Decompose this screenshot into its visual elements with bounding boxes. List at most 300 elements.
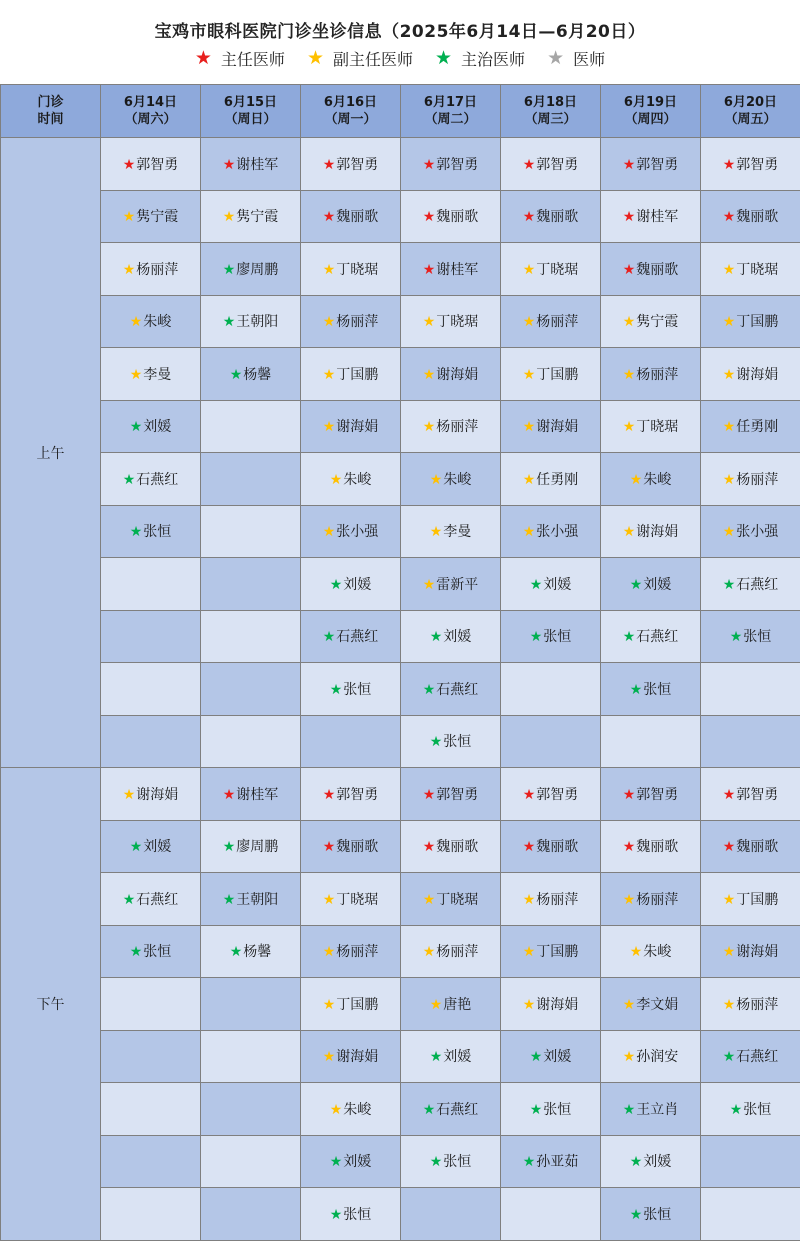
star-yellow-icon: ★ (123, 262, 136, 278)
doctor-name: 任勇刚 (736, 419, 778, 435)
star-yellow-icon: ★ (523, 892, 536, 908)
doctor-cell (701, 925, 800, 978)
star-green-icon: ★ (330, 1207, 343, 1223)
doctor-cell (501, 348, 601, 401)
doctor-name: 石燕红 (436, 682, 478, 698)
doctor-name: 魏丽歌 (436, 839, 478, 855)
star-green-icon: ★ (630, 1154, 643, 1170)
doctor-cell (201, 663, 301, 716)
doctor-cell (101, 925, 201, 978)
doctor-cell (401, 400, 501, 453)
day-weekday: （周日） (201, 111, 300, 128)
star-green-icon: ★ (323, 629, 336, 645)
star-yellow-icon: ★ (130, 367, 143, 383)
doctor-cell (401, 925, 501, 978)
star-yellow-icon: ★ (130, 314, 143, 330)
doctor-cell (701, 400, 800, 453)
doctor-name: 王朝阳 (236, 892, 278, 908)
star-yellow-icon: ★ (323, 892, 336, 908)
star-yellow-icon: ★ (430, 524, 443, 540)
doctor-name: 张恒 (343, 682, 371, 698)
star-yellow-icon: ★ (323, 997, 336, 1013)
doctor-cell (601, 1188, 701, 1241)
doctor-cell (501, 1030, 601, 1083)
star-green-icon: ★ (730, 629, 743, 645)
star-red-icon: ★ (723, 839, 736, 855)
star-yellow-icon: ★ (323, 367, 336, 383)
doctor-cell (101, 348, 201, 401)
doctor-name: 张恒 (743, 1102, 771, 1118)
doctor-cell (301, 348, 401, 401)
legend-item-chief (195, 47, 285, 70)
schedule-row (1, 505, 800, 558)
doctor-name: 石燕红 (736, 577, 778, 593)
doctor-name: 隽宁霞 (136, 209, 178, 225)
star-red-icon: ★ (423, 157, 436, 173)
doctor-cell (101, 138, 201, 191)
doctor-name: 谢海娟 (536, 997, 578, 1013)
legend-item-associate-chief (307, 47, 413, 70)
doctor-cell (101, 1083, 201, 1136)
star-yellow-icon: ★ (523, 262, 536, 278)
star-yellow-icon: ★ (723, 262, 736, 278)
doctor-name: 丁国鹏 (536, 944, 578, 960)
schedule-table (0, 84, 800, 1241)
day-header (601, 85, 701, 138)
doctor-name: 朱峻 (443, 472, 471, 488)
doctor-cell (101, 715, 201, 768)
doctor-cell (401, 1135, 501, 1188)
doctor-name: 朱峻 (143, 314, 171, 330)
doctor-cell (301, 873, 401, 926)
doctor-name: 杨丽萍 (736, 472, 778, 488)
doctor-cell (101, 1135, 201, 1188)
star-green-icon: ★ (223, 314, 236, 330)
doctor-cell (201, 138, 301, 191)
doctor-cell (701, 978, 800, 1031)
schedule-row (1, 715, 800, 768)
session-label: 上午 (1, 138, 101, 768)
day-date: 6月14日 (101, 94, 200, 111)
star-yellow-icon: ★ (423, 892, 436, 908)
doctor-cell (101, 400, 201, 453)
star-green-icon: ★ (123, 892, 136, 908)
doctor-cell (501, 873, 601, 926)
doctor-cell (201, 505, 301, 558)
star-green-icon: ★ (623, 629, 636, 645)
doctor-name: 刘媛 (543, 1049, 571, 1065)
doctor-cell (401, 558, 501, 611)
day-weekday: （周三） (501, 111, 600, 128)
doctor-name: 李曼 (143, 367, 171, 383)
star-yellow-icon: ★ (330, 1102, 343, 1118)
doctor-cell (601, 715, 701, 768)
schedule-row (1, 978, 800, 1031)
session-label: 下午 (1, 768, 101, 1241)
doctor-cell (101, 610, 201, 663)
doctor-cell (601, 348, 701, 401)
doctor-cell (301, 400, 401, 453)
doctor-name: 张恒 (643, 682, 671, 698)
doctor-cell (101, 558, 201, 611)
doctor-name: 孙润安 (636, 1049, 678, 1065)
doctor-name: 谢桂军 (636, 209, 678, 225)
doctor-name: 丁国鹏 (336, 997, 378, 1013)
doctor-cell (601, 243, 701, 296)
doctor-cell (501, 558, 601, 611)
doctor-name: 魏丽歌 (536, 839, 578, 855)
schedule-row (1, 610, 800, 663)
star-red-icon: ★ (623, 262, 636, 278)
doctor-name: 张恒 (643, 1207, 671, 1223)
star-yellow-icon: ★ (523, 419, 536, 435)
day-header (301, 85, 401, 138)
star-green-icon: ★ (330, 682, 343, 698)
doctor-name: 杨丽萍 (136, 262, 178, 278)
schedule-row (1, 1188, 800, 1241)
star-green-icon: ★ (630, 577, 643, 593)
doctor-cell (201, 295, 301, 348)
doctor-cell (401, 768, 501, 821)
doctor-name: 杨丽萍 (636, 892, 678, 908)
doctor-name: 丁国鹏 (536, 367, 578, 383)
doctor-name: 王立肖 (636, 1102, 678, 1118)
doctor-cell (201, 558, 301, 611)
doctor-cell (701, 453, 800, 506)
doctor-cell (701, 190, 800, 243)
star-green-icon: ★ (330, 577, 343, 593)
doctor-cell (401, 663, 501, 716)
doctor-name: 谢桂军 (236, 157, 278, 173)
doctor-name: 张恒 (743, 629, 771, 645)
day-header (101, 85, 201, 138)
star-green-icon: ★ (223, 262, 236, 278)
doctor-name: 张恒 (443, 734, 471, 750)
doctor-name: 隽宁霞 (236, 209, 278, 225)
doctor-name: 魏丽歌 (336, 209, 378, 225)
doctor-cell (701, 138, 800, 191)
doctor-name: 张恒 (143, 524, 171, 540)
doctor-name: 郭智勇 (436, 787, 478, 803)
doctor-cell (601, 505, 701, 558)
doctor-cell (201, 190, 301, 243)
doctor-name: 郭智勇 (636, 787, 678, 803)
doctor-name: 谢海娟 (336, 1049, 378, 1065)
header-line: 时间 (1, 111, 100, 128)
day-date: 6月17日 (401, 94, 500, 111)
doctor-name: 魏丽歌 (736, 839, 778, 855)
star-green-icon: ★ (223, 892, 236, 908)
doctor-cell (501, 925, 601, 978)
doctor-cell (701, 820, 800, 873)
doctor-name: 谢海娟 (136, 787, 178, 803)
star-green-icon: ★ (430, 629, 443, 645)
star-green-icon: ★ (630, 1207, 643, 1223)
page-title: 宝鸡市眼科医院门诊坐诊信息（2025年6月14日—6月20日） (0, 17, 800, 42)
schedule-row (1, 1135, 800, 1188)
star-green-icon: ★ (123, 472, 136, 488)
doctor-cell (601, 400, 701, 453)
doctor-cell (601, 138, 701, 191)
doctor-name: 丁国鹏 (336, 367, 378, 383)
doctor-name: 杨馨 (243, 367, 271, 383)
star-yellow-icon: ★ (323, 262, 336, 278)
star-yellow-icon: ★ (623, 524, 636, 540)
doctor-cell (301, 768, 401, 821)
schedule-row (1, 558, 800, 611)
doctor-name: 王朝阳 (236, 314, 278, 330)
star-yellow-icon: ★ (423, 577, 436, 593)
star-yellow-icon: ★ (723, 314, 736, 330)
doctor-name: 杨丽萍 (336, 944, 378, 960)
doctor-name: 刘媛 (143, 419, 171, 435)
star-yellow-icon: ★ (523, 367, 536, 383)
doctor-name: 谢海娟 (336, 419, 378, 435)
doctor-cell (701, 295, 800, 348)
doctor-cell (501, 978, 601, 1031)
star-green-icon: ★ (430, 1049, 443, 1065)
doctor-name: 朱峻 (343, 1102, 371, 1118)
doctor-cell (401, 1188, 501, 1241)
doctor-cell (701, 610, 800, 663)
doctor-cell (601, 453, 701, 506)
doctor-name: 杨丽萍 (736, 997, 778, 1013)
star-yellow-icon: ★ (723, 419, 736, 435)
star-green-icon: ★ (530, 577, 543, 593)
star-yellow-icon: ★ (330, 472, 343, 488)
doctor-name: 隽宁霞 (636, 314, 678, 330)
doctor-name: 朱峻 (343, 472, 371, 488)
doctor-cell (301, 505, 401, 558)
star-yellow-icon: ★ (723, 892, 736, 908)
doctor-name: 任勇刚 (536, 472, 578, 488)
doctor-name: 张恒 (543, 1102, 571, 1118)
star-yellow-icon: ★ (323, 524, 336, 540)
star-green-icon: ★ (730, 1102, 743, 1118)
star-red-icon: ★ (523, 839, 536, 855)
star-red-icon: ★ (223, 787, 236, 803)
star-red-icon: ★ (423, 787, 436, 803)
doctor-cell (301, 453, 401, 506)
legend-item-physician (547, 47, 605, 70)
star-green-icon: ★ (430, 1154, 443, 1170)
doctor-cell (601, 610, 701, 663)
star-green-icon: ★ (130, 524, 143, 540)
star-yellow-icon: ★ (723, 997, 736, 1013)
schedule-row (1, 453, 800, 506)
doctor-cell (101, 1030, 201, 1083)
doctor-name: 杨丽萍 (536, 314, 578, 330)
doctor-name: 唐艳 (443, 997, 471, 1013)
doctor-cell (101, 873, 201, 926)
doctor-cell (401, 1030, 501, 1083)
schedule-row (1, 348, 800, 401)
star-yellow-icon: ★ (423, 419, 436, 435)
doctor-name: 丁晓琚 (636, 419, 678, 435)
doctor-cell (701, 663, 800, 716)
doctor-cell (301, 610, 401, 663)
header-line: 门诊 (1, 94, 100, 111)
star-red-icon: ★ (423, 209, 436, 225)
doctor-name: 张小强 (736, 524, 778, 540)
doctor-name: 谢海娟 (636, 524, 678, 540)
legend-label: 主任医师 (221, 47, 285, 70)
star-yellow-icon: ★ (523, 997, 536, 1013)
schedule-row (1, 768, 800, 821)
star-red-icon: ★ (323, 157, 336, 173)
doctor-cell (501, 190, 601, 243)
page-header (0, 0, 800, 84)
doctor-cell (301, 1083, 401, 1136)
star-green-icon: ★ (723, 577, 736, 593)
doctor-cell (101, 1188, 201, 1241)
doctor-cell (501, 243, 601, 296)
doctor-cell (701, 1135, 800, 1188)
star-yellow-icon: ★ (623, 1049, 636, 1065)
schedule-row (1, 295, 800, 348)
day-header (201, 85, 301, 138)
doctor-cell (201, 1030, 301, 1083)
day-weekday: （周四） (601, 111, 700, 128)
doctor-name: 魏丽歌 (636, 262, 678, 278)
day-date: 6月19日 (601, 94, 700, 111)
doctor-name: 张恒 (543, 629, 571, 645)
star-red-icon: ★ (623, 787, 636, 803)
doctor-name: 雷新平 (436, 577, 478, 593)
star-red-icon: ★ (423, 839, 436, 855)
day-date: 6月18日 (501, 94, 600, 111)
star-yellow-icon: ★ (523, 524, 536, 540)
doctor-name: 刘媛 (643, 1154, 671, 1170)
doctor-cell (401, 295, 501, 348)
doctor-cell (301, 820, 401, 873)
doctor-name: 刘媛 (343, 577, 371, 593)
star-yellow-icon: ★ (623, 892, 636, 908)
doctor-cell (501, 400, 601, 453)
doctor-cell (101, 768, 201, 821)
doctor-name: 谢海娟 (736, 944, 778, 960)
doctor-name: 刘媛 (643, 577, 671, 593)
star-yellow-icon: ★ (523, 944, 536, 960)
doctor-cell (201, 820, 301, 873)
schedule-row (1, 873, 800, 926)
doctor-name: 刘媛 (443, 629, 471, 645)
doctor-name: 杨馨 (243, 944, 271, 960)
doctor-cell (201, 925, 301, 978)
doctor-name: 张小强 (536, 524, 578, 540)
star-green-icon: ★ (230, 944, 243, 960)
star-yellow-icon: ★ (630, 472, 643, 488)
doctor-cell (301, 1188, 401, 1241)
doctor-cell (601, 663, 701, 716)
doctor-cell (601, 1135, 701, 1188)
doctor-cell (201, 348, 301, 401)
doctor-name: 丁晓琚 (336, 262, 378, 278)
doctor-cell (501, 1135, 601, 1188)
doctor-cell (201, 243, 301, 296)
doctor-cell (301, 138, 401, 191)
star-yellow-icon: ★ (423, 314, 436, 330)
doctor-name: 郭智勇 (736, 157, 778, 173)
doctor-cell (601, 978, 701, 1031)
doctor-name: 谢海娟 (536, 419, 578, 435)
doctor-cell (301, 558, 401, 611)
doctor-name: 杨丽萍 (536, 892, 578, 908)
doctor-name: 丁国鹏 (736, 892, 778, 908)
doctor-name: 郭智勇 (136, 157, 178, 173)
doctor-cell (201, 978, 301, 1031)
doctor-name: 廖周鹏 (236, 839, 278, 855)
star-yellow-icon: ★ (223, 209, 236, 225)
doctor-cell (401, 243, 501, 296)
doctor-cell (201, 610, 301, 663)
star-green-icon: ★ (423, 1102, 436, 1118)
star-red-icon: ★ (123, 157, 136, 173)
doctor-cell (601, 1030, 701, 1083)
star-gray-icon: ★ (547, 49, 564, 68)
star-red-icon: ★ (323, 839, 336, 855)
star-yellow-icon: ★ (423, 367, 436, 383)
star-red-icon: ★ (523, 157, 536, 173)
doctor-cell (301, 663, 401, 716)
doctor-cell (701, 768, 800, 821)
star-green-icon: ★ (623, 1102, 636, 1118)
doctor-name: 石燕红 (336, 629, 378, 645)
doctor-cell (301, 1030, 401, 1083)
doctor-name: 谢桂军 (236, 787, 278, 803)
doctor-name: 谢海娟 (436, 367, 478, 383)
doctor-name: 石燕红 (736, 1049, 778, 1065)
star-red-icon: ★ (723, 787, 736, 803)
day-weekday: （周五） (701, 111, 800, 128)
star-yellow-icon: ★ (323, 944, 336, 960)
doctor-name: 谢海娟 (736, 367, 778, 383)
star-red-icon: ★ (723, 209, 736, 225)
doctor-name: 石燕红 (136, 472, 178, 488)
star-red-icon: ★ (223, 157, 236, 173)
day-date: 6月16日 (301, 94, 400, 111)
schedule-row (1, 663, 800, 716)
doctor-name: 杨丽萍 (436, 419, 478, 435)
schedule-row (1, 925, 800, 978)
star-red-icon: ★ (195, 49, 212, 68)
doctor-cell (201, 400, 301, 453)
star-red-icon: ★ (623, 209, 636, 225)
time-column-header (1, 85, 101, 138)
star-yellow-icon: ★ (123, 787, 136, 803)
doctor-name: 郭智勇 (436, 157, 478, 173)
legend-item-attending (435, 47, 525, 70)
star-green-icon: ★ (530, 629, 543, 645)
legend (0, 47, 800, 70)
doctor-cell (701, 558, 800, 611)
doctor-name: 魏丽歌 (436, 209, 478, 225)
star-yellow-icon: ★ (723, 524, 736, 540)
star-yellow-icon: ★ (323, 1049, 336, 1065)
doctor-cell (601, 873, 701, 926)
doctor-cell (601, 768, 701, 821)
doctor-cell (601, 1083, 701, 1136)
star-yellow-icon: ★ (430, 997, 443, 1013)
schedule-row (1, 138, 800, 191)
doctor-name: 石燕红 (136, 892, 178, 908)
doctor-cell (101, 190, 201, 243)
doctor-cell (501, 820, 601, 873)
star-yellow-icon: ★ (123, 209, 136, 225)
doctor-name: 朱峻 (643, 472, 671, 488)
star-yellow-icon: ★ (723, 472, 736, 488)
doctor-cell (101, 663, 201, 716)
